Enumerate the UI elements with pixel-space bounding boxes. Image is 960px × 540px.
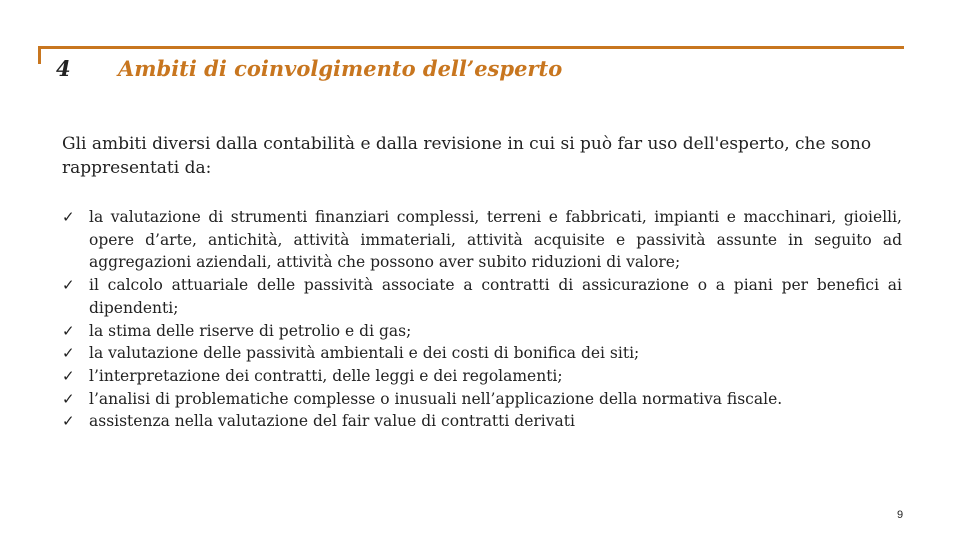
list-item: [62, 342, 902, 365]
list-item: [62, 410, 902, 433]
page-number: 9: [897, 509, 904, 521]
list-item: [62, 320, 902, 343]
check-icon: ✓: [62, 344, 75, 363]
slide-title: Ambiti di coinvolgimento dell’esperto: [118, 56, 563, 81]
list-item-text: l’interpretazione dei contratti, delle leggi e dei regolamenti;: [89, 366, 563, 385]
list-item-text: la stima delle riserve di petrolio e di gas;: [89, 321, 412, 340]
list-item-text: assistenza nella valutazione del fair value di contratti derivati: [89, 412, 575, 431]
intro-paragraph: Gli ambiti diversi dalla contabilità e dalla revisione in cui si può far uso dell'esperto, che sono rappresentati da:: [62, 134, 872, 178]
check-icon: ✓: [62, 208, 75, 226]
list-item: [62, 388, 902, 411]
slide-number: 4: [56, 56, 71, 81]
list-item-text: il calcolo attuariale delle passività associate a contratti di assicurazione o a piani per benefici ai dipendenti;: [89, 276, 902, 317]
title-frame-top-line: [38, 46, 904, 49]
check-icon: ✓: [62, 412, 75, 431]
check-icon: ✓: [62, 276, 75, 295]
list-item-text: l’analisi di problematiche complesse o inusuali nell’applicazione della normativa fiscale.: [89, 389, 783, 408]
list-item-text: la valutazione di strumenti finanziari complessi, terreni e fabbricati, impianti e macchinari, gioielli, opere d’arte, antichità, attività immateriali, attività acquisite e passività assunte in seguito ad aggregazioni aziendali, attività che possono aver subito riduzioni di valore;: [89, 208, 902, 272]
check-icon: ✓: [62, 389, 75, 408]
check-icon: ✓: [62, 321, 75, 340]
check-icon: ✓: [62, 366, 75, 385]
bullet-list: [62, 206, 902, 433]
list-item: [62, 206, 902, 274]
list-item-text: la valutazione delle passività ambientali e dei costi di bonifica dei siti;: [89, 344, 640, 363]
list-item: [62, 274, 902, 319]
list-item: [62, 365, 902, 388]
title-frame-left-line: [38, 46, 41, 64]
